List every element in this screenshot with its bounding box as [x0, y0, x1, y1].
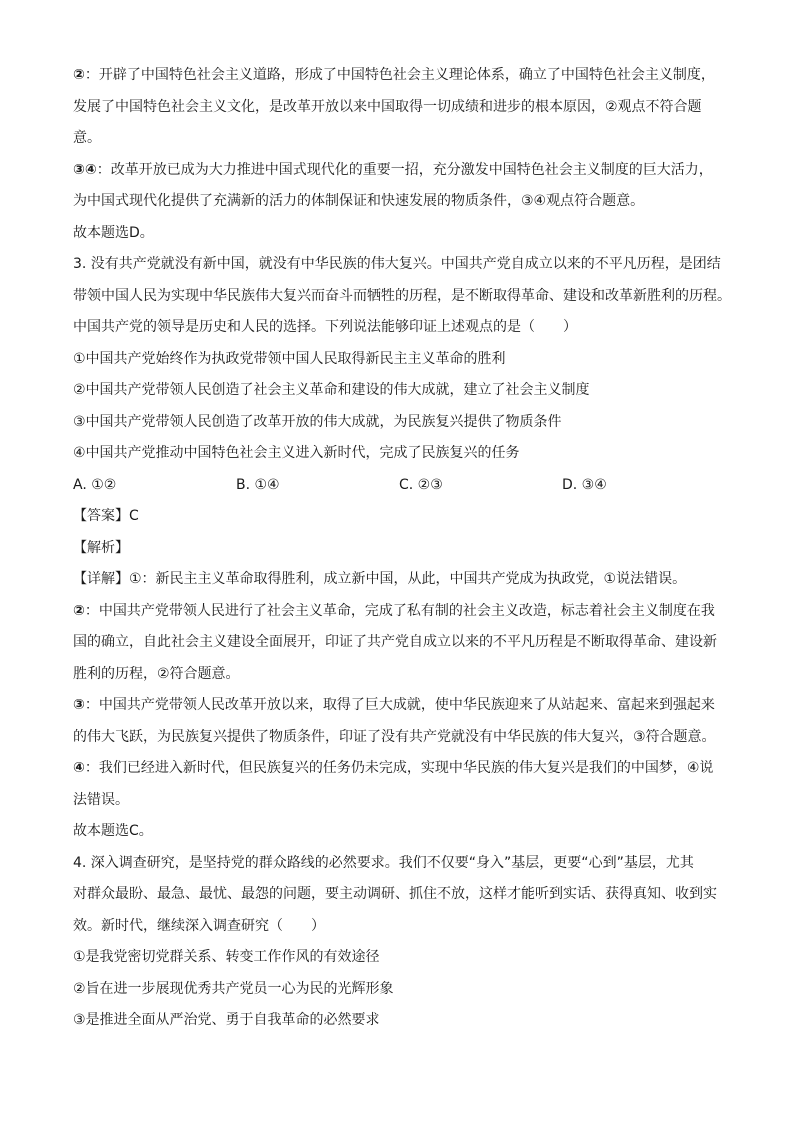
bold-marker: ③④ — [73, 161, 97, 178]
option-d: D. ③④ — [562, 476, 607, 493]
text-line: 法错误。 — [73, 791, 129, 808]
text-line — [73, 155, 733, 187]
text-line: ③中国共产党带领人民创造了改革开放的伟大成就，为民族复兴提供了物质条件 — [73, 413, 562, 430]
text-line: 【答案】C — [73, 508, 139, 524]
text-line: 带领中国人民为实现中华民族伟大复兴而奋斗而牺牲的历程，是不断取得革命、建设和改革新胜利的历程。 — [73, 287, 731, 304]
line-text: ：开辟了中国特色社会主义道路，形成了中国特色社会主义理论体系，确立了中国特色社会主义制度， — [84, 67, 715, 83]
bold-marker: ④ — [73, 760, 85, 776]
text-line: ④中国共产党推动中国特色社会主义进入新时代，完成了民族复兴的任务 — [73, 445, 520, 461]
text-line: 【详解】①：新民主主义革命取得胜利，成立新中国，从此，中国共产党成为执政党，①说法错误。 — [73, 571, 687, 587]
text-line: 对群众最盼、最急、最忧、最怨的问题，要主动调研、抓住不放，这样才能听到实话、获得真知、收到实 — [73, 886, 717, 902]
line-text: ：中国共产党带领人民进行了社会主义革命，完成了私有制的社会主义改造，标志着社会主义制度在我 — [84, 602, 715, 619]
document-page — [73, 60, 733, 1037]
text-line: ②中国共产党带领人民创造了社会主义革命和建设的伟大成就，建立了社会主义制度 — [73, 382, 590, 398]
text-line: 故本题选D。 — [73, 224, 154, 241]
text-line — [73, 690, 733, 722]
text-line: 3. 没有共产党就没有新中国，就没有中华民族的伟大复兴。中国共产党自成立以来的不平凡历程，是团结 — [73, 256, 721, 272]
text-line: 故本题选C。 — [73, 823, 153, 839]
text-line: 中国共产党的领导是历史和人民的选择。下列说法能够印证上述观点的是（ ） — [73, 319, 577, 335]
option-b: B. ①④ — [236, 476, 280, 493]
text-line: ③是推进全面从严治党、勇于自我革命的必然要求 — [73, 1012, 380, 1028]
answer-options — [73, 470, 733, 502]
bold-marker: ③ — [73, 697, 85, 713]
line-text: ：中国共产党带领人民改革开放以来，取得了巨大成就，使中华民族迎来了从站起来、富起来到强起来 — [84, 697, 715, 713]
text-line: 的伟大飞跃，为民族复兴提供了物质条件，印证了没有共产党就没有中华民族的伟大复兴，③符合题意。 — [73, 728, 716, 745]
text-line — [73, 596, 733, 628]
option-c: C. ②③ — [399, 476, 443, 493]
text-line: 效。新时代，继续深入调查研究（ ） — [73, 917, 325, 934]
text-line: ①中国共产党始终作为执政党带领中国人民取得新民主主义革命的胜利 — [73, 350, 506, 367]
bold-marker: ② — [73, 67, 85, 83]
option-a: A. ①② — [73, 476, 117, 493]
text-block-2 — [73, 501, 733, 1037]
line-text: ：改革开放已成为大力推进中国式现代化的重要一招，充分激发中国特色社会主义制度的巨大活力， — [96, 161, 713, 178]
text-line: 【解析】 — [73, 539, 129, 556]
text-line: 胜利的历程，②符合题意。 — [73, 665, 240, 682]
text-line: ①是我党密切党群关系、转变工作作风的有效途径 — [73, 949, 380, 965]
text-line: 为中国式现代化提供了充满新的活力的体制保证和快速发展的物质条件，③④观点符合题意。 — [73, 193, 645, 209]
text-line — [73, 60, 733, 92]
text-line: 国的确立，自此社会主义建设全面展开，印证了共产党自成立以来的不平凡历程是不断取得革命、建设新 — [73, 634, 717, 650]
text-block-1 — [73, 60, 733, 470]
text-line — [73, 753, 733, 785]
text-line: 意。 — [73, 130, 101, 146]
bold-marker: ② — [73, 602, 85, 619]
line-text: ：我们已经进入新时代，但民族复兴的任务仍未完成，实现中华民族的伟大复兴是我们的中国梦，④说 — [84, 760, 714, 776]
text-line: 4. 深入调查研究，是坚持党的群众路线的必然要求。我们不仅要“身入”基层，更要“心到”基层，尤其 — [73, 854, 694, 871]
text-line: 发展了中国特色社会主义文化，是改革开放以来中国取得一切成绩和进步的根本原因，②观点不符合题 — [73, 98, 702, 115]
text-line: ②旨在进一步展现优秀共产党员一心为民的光辉形象 — [73, 980, 394, 997]
